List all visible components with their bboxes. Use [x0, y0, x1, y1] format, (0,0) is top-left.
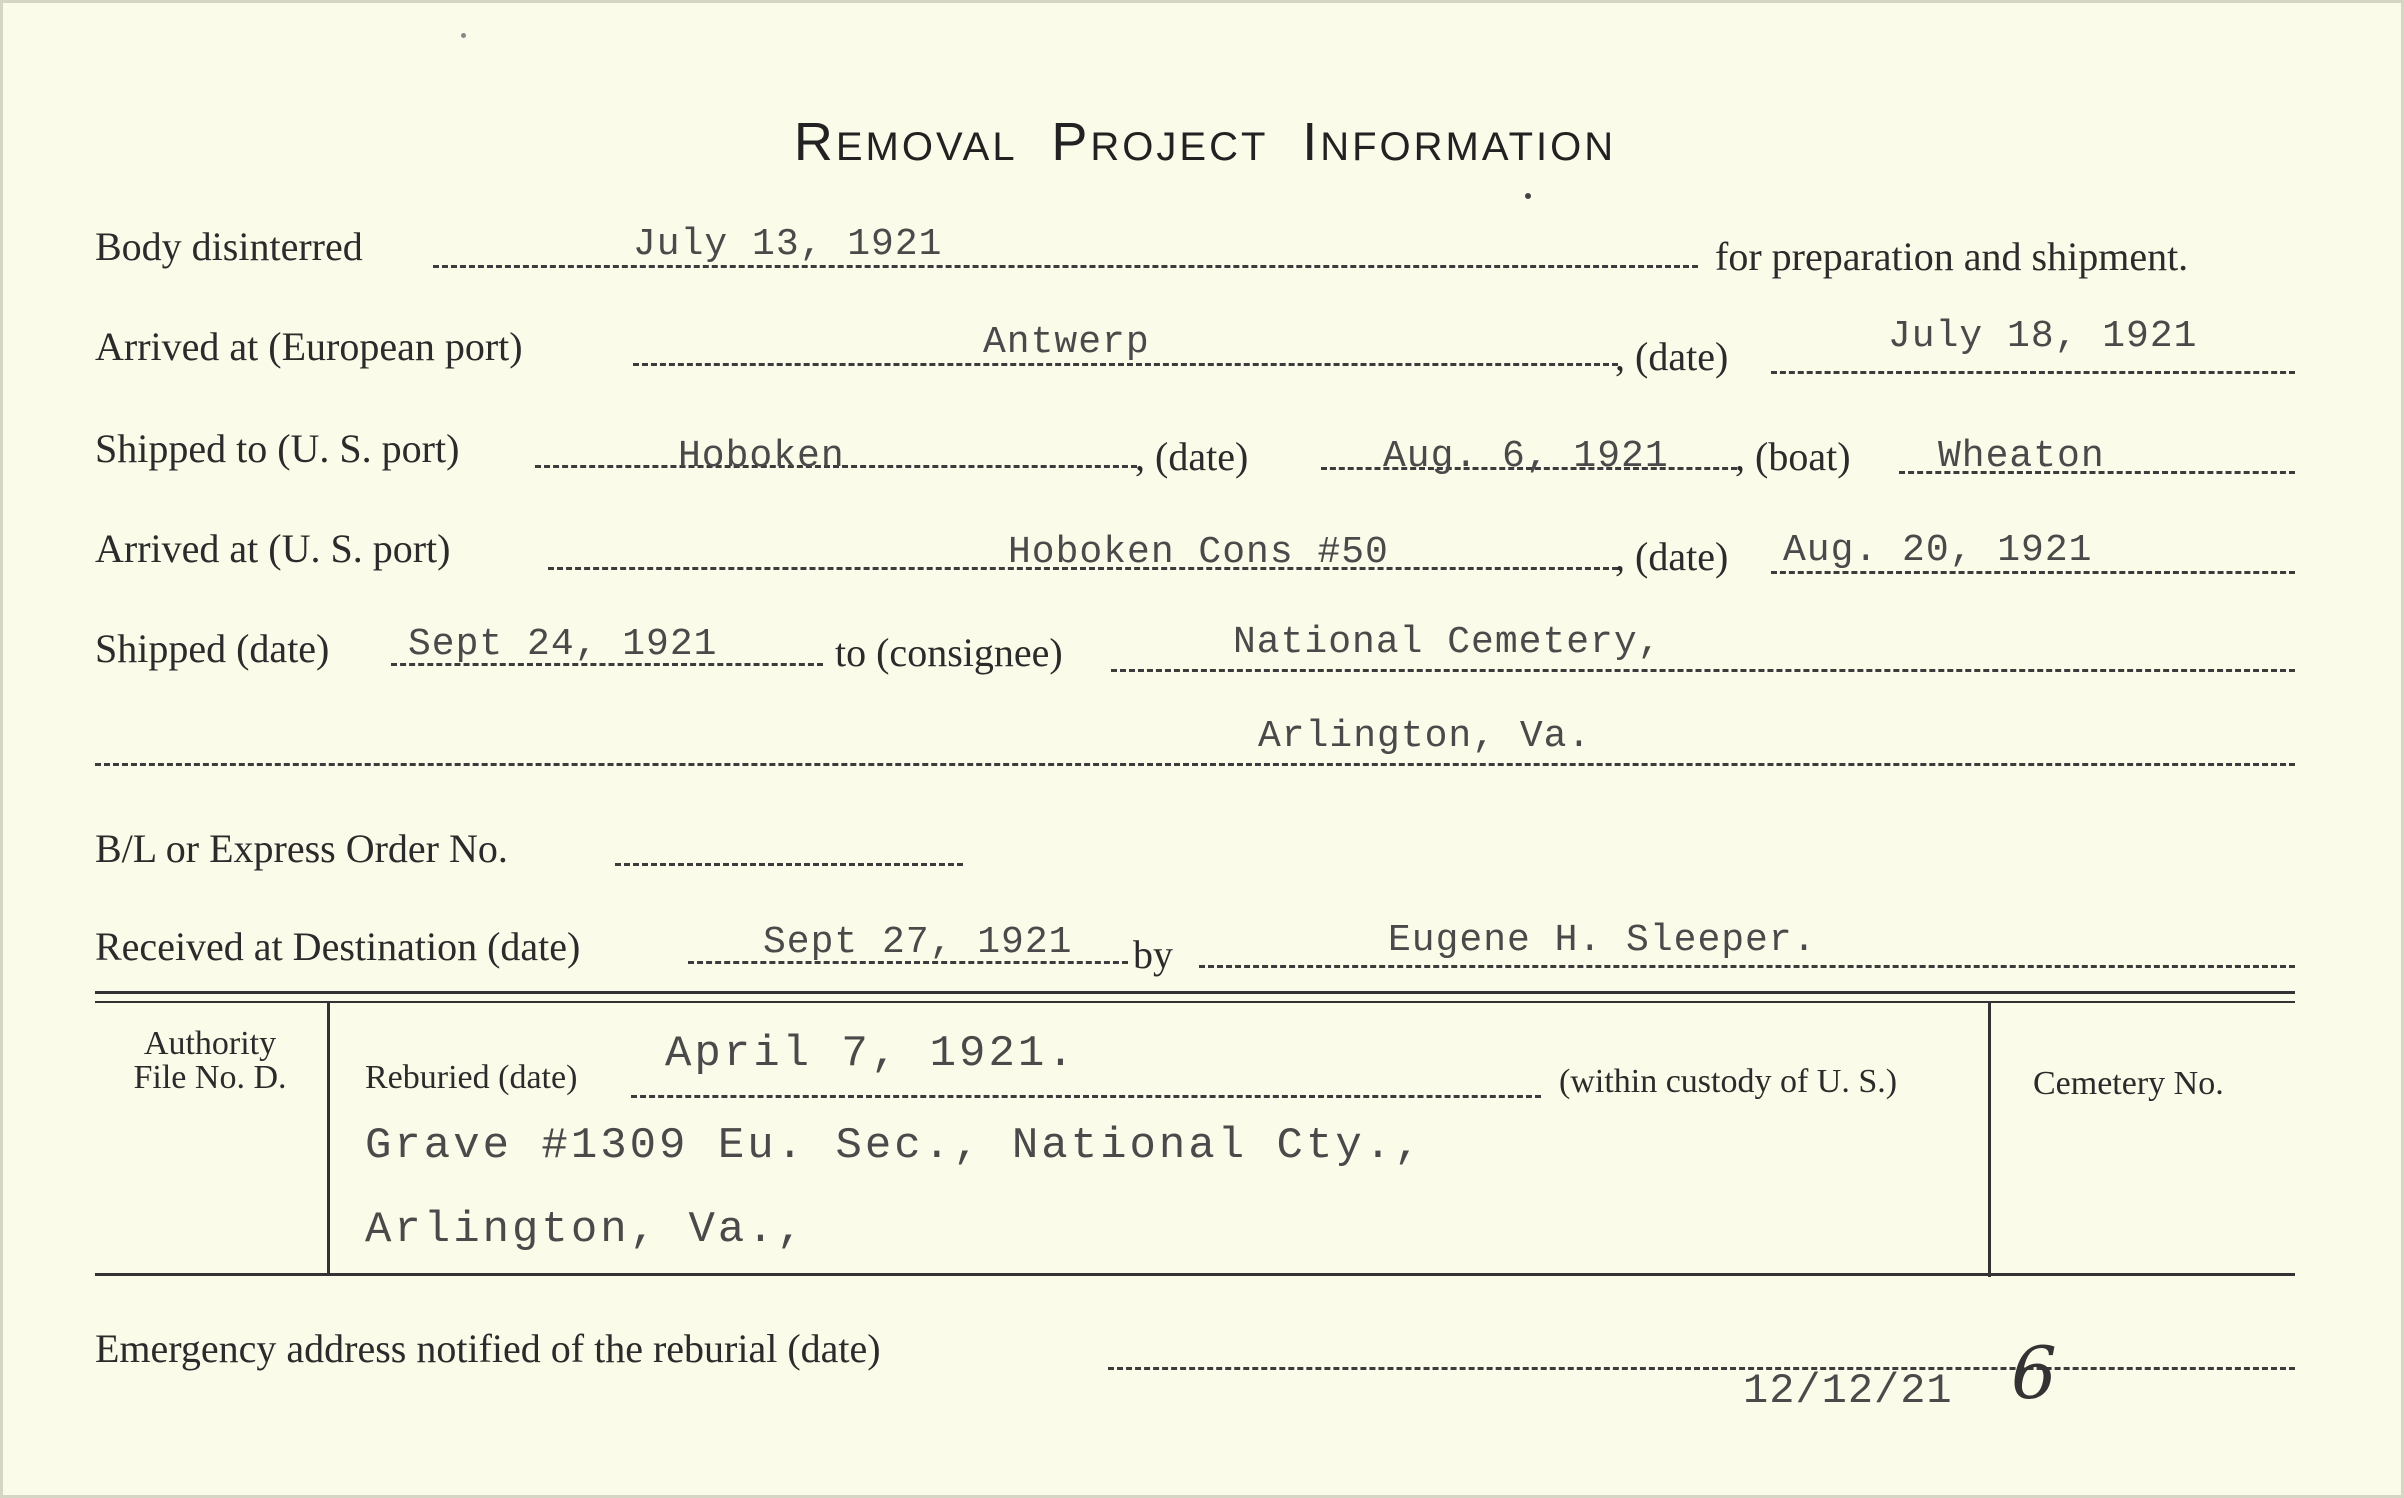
- grave-line1-value: Grave #1309 Eu. Sec., National Cty.,: [365, 1121, 1424, 1171]
- boat-label: , (boat): [1735, 434, 1851, 479]
- shipped-date-value: Sept 24, 1921: [408, 623, 718, 666]
- grave-line2-value: Arlington, Va.,: [365, 1205, 807, 1255]
- us-port-shipped-value: Hoboken: [678, 435, 845, 478]
- shipped-to-label: Shipped to (U. S. port): [95, 426, 460, 471]
- european-date-line: [1771, 371, 2295, 374]
- box-divider-left: [327, 1003, 330, 1273]
- received-date-value: Sept 27, 1921: [763, 921, 1073, 964]
- authority-label: Authority: [143, 1025, 277, 1062]
- form-title: REMOVAL PROJECT INFORMATION: [793, 112, 1617, 172]
- shipped-date-label-2: Shipped (date): [95, 626, 330, 671]
- received-by-line: [1199, 965, 2295, 968]
- by-label: by: [1133, 932, 1173, 977]
- custody-label: (within custody of U. S.): [1559, 1063, 1898, 1100]
- bl-order-line: [615, 863, 963, 866]
- consignee-line-2: [95, 763, 2295, 766]
- box-bottom-rule: [95, 1273, 2295, 1276]
- arrived-us-date-value: Aug. 20, 1921: [1783, 529, 2093, 572]
- reburied-label: Reburied (date): [365, 1059, 578, 1096]
- reburied-date-value: April 7, 1921.: [665, 1029, 1077, 1079]
- box-top-rule-2: [95, 1001, 2295, 1003]
- emergency-line: [1108, 1367, 2295, 1370]
- ink-speck: [461, 33, 466, 38]
- cemetery-no-label: Cemetery No.: [2033, 1065, 2224, 1102]
- consignee-label: to (consignee): [835, 630, 1063, 675]
- shipped-to-date-value: Aug. 6, 1921: [1383, 435, 1669, 478]
- box-divider-right: [1988, 1003, 1991, 1277]
- body-disinterred-line: [433, 265, 1698, 268]
- ink-speck: [1525, 193, 1531, 199]
- european-date-value: July 18, 1921: [1888, 315, 2198, 358]
- european-port-value: Antwerp: [983, 321, 1150, 364]
- disinterred-date-value: July 13, 1921: [633, 223, 943, 266]
- shipped-date-label: , (date): [1135, 434, 1249, 479]
- emergency-date-value: 12/12/21: [1743, 1367, 1953, 1415]
- consignee-line: [1111, 669, 2295, 672]
- bl-order-label: B/L or Express Order No.: [95, 826, 508, 871]
- arrived-us-date-label: , (date): [1615, 534, 1729, 579]
- body-disinterred-label: Body disinterred: [95, 224, 363, 269]
- file-no-label: File No. D.: [133, 1059, 287, 1096]
- box-top-rule: [95, 991, 2295, 994]
- arrived-european-label: Arrived at (European port): [95, 324, 523, 369]
- consignee-line2-value: Arlington, Va.: [1258, 715, 1592, 758]
- for-preparation-label: for preparation and shipment.: [1715, 234, 2189, 279]
- us-port-arrived-value: Hoboken Cons #50: [1008, 531, 1389, 574]
- reburied-line: [631, 1095, 1541, 1098]
- received-label: Received at Destination (date): [95, 924, 581, 969]
- emergency-label: Emergency address notified of the reburial (date): [95, 1326, 881, 1371]
- handwritten-initial-mark: 6: [2011, 1331, 2057, 1415]
- boat-value: Wheaton: [1938, 435, 2105, 478]
- arrived-us-label: Arrived at (U. S. port): [95, 526, 451, 571]
- consignee-line1-value: National Cemetery,: [1233, 621, 1662, 664]
- european-date-label: , (date): [1615, 334, 1729, 379]
- received-by-value: Eugene H. Sleeper.: [1388, 919, 1817, 962]
